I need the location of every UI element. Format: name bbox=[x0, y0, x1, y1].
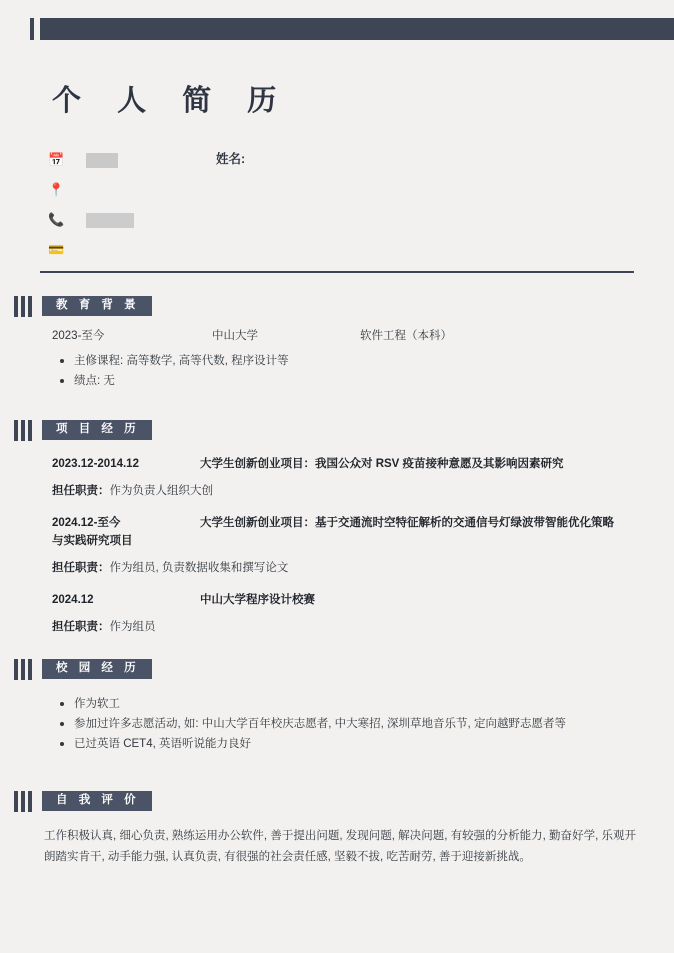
section-self-evaluation bbox=[0, 790, 674, 868]
section-education-label: 教 育 背 景 bbox=[42, 296, 152, 316]
project-kind: 大学生创新创业项目： bbox=[200, 517, 315, 529]
section-campus-head bbox=[14, 658, 674, 680]
info-row-phone bbox=[48, 205, 674, 235]
resume-content bbox=[0, 40, 674, 868]
section-bars-icon bbox=[14, 659, 32, 680]
section-education bbox=[0, 295, 674, 391]
projects-list bbox=[52, 455, 622, 634]
section-campus-label: 校 园 经 历 bbox=[42, 659, 152, 679]
project-duty bbox=[52, 618, 622, 634]
project-duty-label: 担任职责： bbox=[52, 485, 110, 497]
project-title: 我国公众对 RSV 疫苗接种意愿及其影响因素研究 bbox=[315, 458, 564, 470]
header-bar-notch-second bbox=[34, 18, 40, 40]
project-item bbox=[52, 514, 622, 575]
name-label: 姓名: bbox=[216, 152, 246, 166]
campus-bullets bbox=[52, 694, 632, 754]
location-icon: 📍 bbox=[48, 182, 65, 197]
section-education-head bbox=[14, 295, 674, 317]
project-kind: 中山大学程序设计校赛 bbox=[200, 594, 315, 606]
section-education-body bbox=[52, 327, 674, 391]
project-duty-label: 担任职责： bbox=[52, 621, 110, 633]
page-title: 个 人 简 历 bbox=[52, 83, 290, 117]
project-title: 基于交通流时空特征解析的交通信号灯绿波带智能优化策略与实践研究项目 bbox=[52, 517, 614, 547]
campus-body bbox=[52, 694, 632, 754]
section-projects-label: 项 目 经 历 bbox=[42, 420, 152, 440]
self-evaluation-text: 工作积极认真, 细心负责, 熟练运用办公软件, 善于提出问题, 发现问题, 解决问题, 有较强的分析能力, 勤奋好学, 乐观开朗踏实肯干, 动手能力强, 认真负责, 有很强的社会责任感, 坚毅不拔, 吃苦耐劳, 善于迎接新挑战。 bbox=[44, 830, 636, 863]
project-item bbox=[52, 591, 622, 634]
project-date: 2024.12 bbox=[52, 594, 94, 606]
project-date: 2023.12-2014.12 bbox=[52, 458, 139, 470]
redacted-value-phone bbox=[86, 213, 134, 228]
section-bars-icon bbox=[14, 791, 32, 812]
id-card-icon: 💳 bbox=[48, 242, 65, 257]
info-row-date bbox=[48, 145, 674, 175]
project-duty bbox=[52, 559, 622, 575]
education-bullets bbox=[52, 351, 674, 391]
header-bar-notch-left bbox=[0, 18, 30, 40]
project-date: 2024.12-至今 bbox=[52, 517, 121, 529]
education-date: 2023-至今 bbox=[52, 330, 105, 342]
calendar-icon: 📅 bbox=[48, 152, 65, 167]
list-item: 作为软工 bbox=[74, 694, 632, 714]
project-heading bbox=[52, 514, 622, 550]
project-heading bbox=[52, 591, 622, 609]
list-item: 已过英语 CET4, 英语听说能力良好 bbox=[74, 734, 632, 754]
redacted-value-birthdate bbox=[86, 153, 118, 168]
project-duty-label: 担任职责： bbox=[52, 562, 110, 574]
section-campus bbox=[0, 658, 674, 754]
personal-info-block bbox=[48, 145, 674, 265]
project-duty-text: 作为组员, 负责数据收集和撰写论文 bbox=[109, 562, 289, 574]
header-divider bbox=[40, 271, 634, 273]
section-self-label: 自 我 评 价 bbox=[42, 791, 152, 811]
section-bars-icon bbox=[14, 296, 32, 317]
list-item: 主修课程: 高等数学, 高等代数, 程序设计等 bbox=[74, 351, 674, 371]
section-projects-head bbox=[14, 419, 674, 441]
header-bar bbox=[0, 18, 674, 40]
list-item: 绩点: 无 bbox=[74, 371, 674, 391]
info-row-id bbox=[48, 235, 674, 265]
section-projects bbox=[0, 419, 674, 634]
project-duty bbox=[52, 482, 622, 498]
project-duty-text: 作为组员 bbox=[109, 621, 156, 633]
education-major: 软件工程（本科） bbox=[360, 330, 452, 342]
info-row-location bbox=[48, 175, 674, 205]
project-duty-text: 作为负责人组织大创 bbox=[109, 485, 213, 497]
phone-icon: 📞 bbox=[48, 212, 65, 227]
education-school: 中山大学 bbox=[212, 330, 258, 342]
project-kind: 大学生创新创业项目： bbox=[200, 458, 315, 470]
section-self-head bbox=[14, 790, 674, 812]
project-item bbox=[52, 455, 622, 498]
section-bars-icon bbox=[14, 420, 32, 441]
project-heading bbox=[52, 455, 622, 473]
education-row bbox=[52, 327, 674, 343]
list-item: 参加过许多志愿活动, 如: 中山大学百年校庆志愿者, 中大寒招, 深圳草地音乐节, 定向越野志愿者等 bbox=[74, 714, 632, 734]
